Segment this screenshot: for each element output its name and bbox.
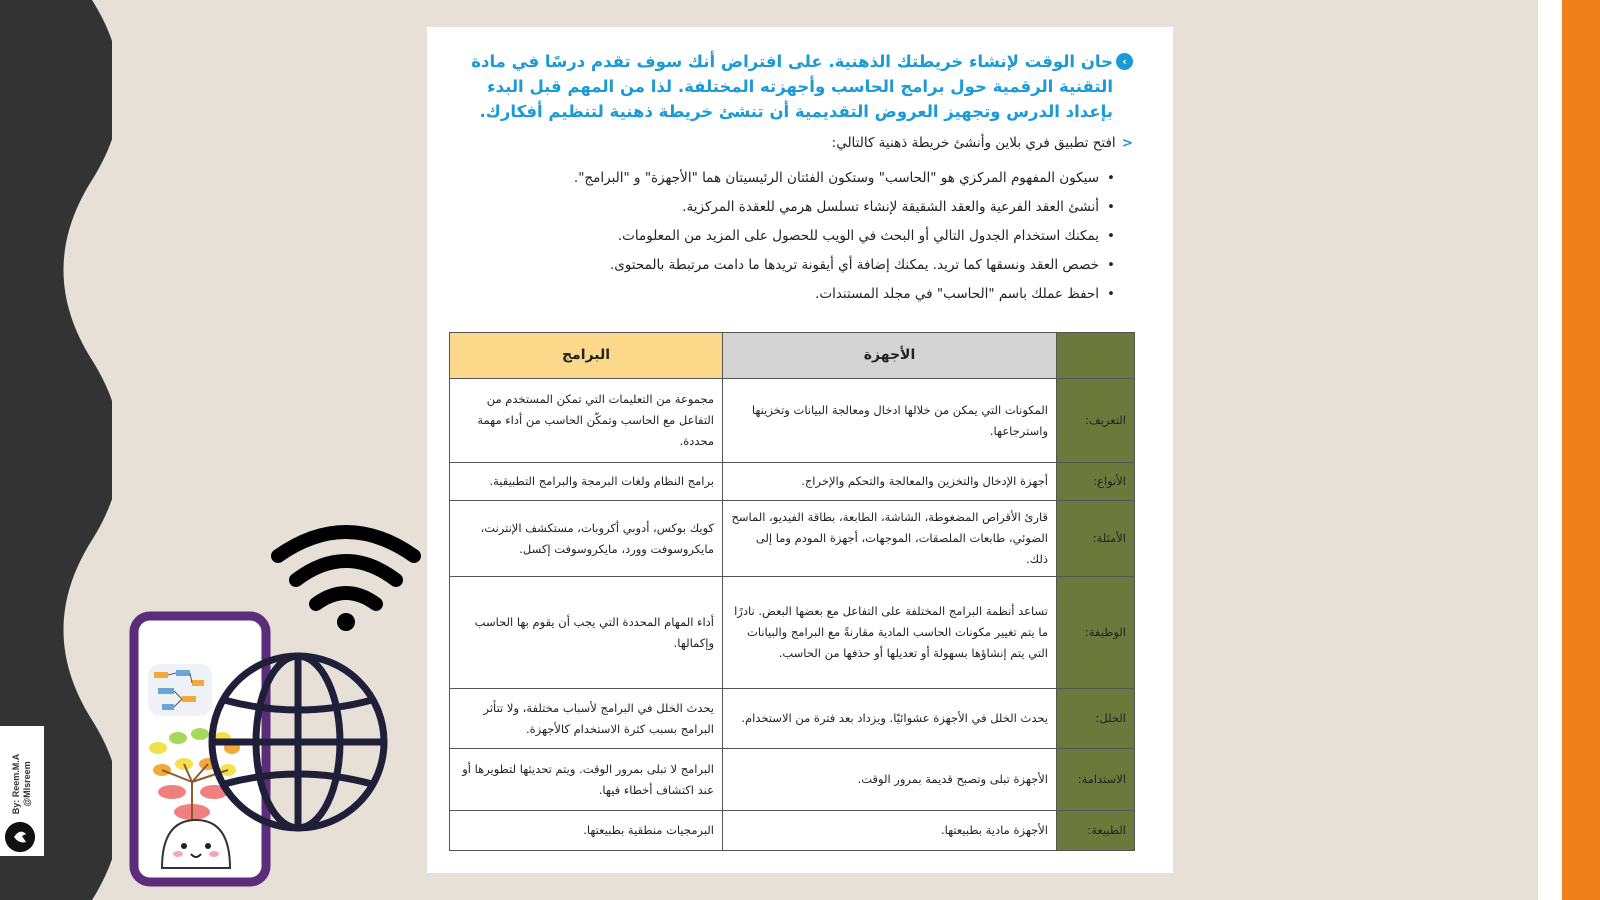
- step-text: افتح تطبيق فري بلاين وأنشئ خريطة ذهنية كالتالي:: [831, 135, 1116, 151]
- list-item: • سيكون المفهوم المركزي هو "الحاسب" وستكون الفئتان الرئيسيتان هما "الأجهزة" و "البرامج".: [574, 164, 1115, 193]
- table-corner-cell: [1057, 333, 1135, 379]
- hardware-cell: تساعد أنظمة البرامج المختلفة على التفاعل مع بعضها البعض. نادرًا ما يتم تغيير مكونات الحاسب المادية مقارنةً مع البرامج والبيانات التي يتم إنشاؤها بسهولة أو تعديلها أو حذفها من الحاسب.: [723, 577, 1057, 689]
- row-label: الوظيفة:: [1057, 577, 1135, 689]
- wifi-icon: [278, 532, 414, 604]
- step-instruction: [832, 135, 1133, 151]
- row-label: الخلل:: [1057, 689, 1135, 749]
- chevron-icon: ›: [1116, 53, 1133, 70]
- software-cell: يحدث الخلل في البرامج لأسباب مختلفة، ولا تتأثر البرامج بسبب كثرة الاستخدام كالأجهزة.: [450, 689, 723, 749]
- instruction-list: [574, 164, 1115, 309]
- table-row: [450, 749, 1135, 811]
- hardware-header: الأجهزة: [723, 333, 1057, 379]
- hardware-cell: يحدث الخلل في الأجهزة عشوائيًا. ويزداد بعد فترة من الاستخدام.: [723, 689, 1057, 749]
- mind-map-icon: [148, 664, 212, 716]
- software-cell: البرامج لا تبلى بمرور الوقت. ويتم تحديثها لتطويرها أو عند اكتشاف أخطاء فيها.: [450, 749, 723, 811]
- table-row: [450, 577, 1135, 689]
- hardware-cell: المكونات التي يمكن من خلالها ادخال ومعالجة البيانات وتخزينها واسترجاعها.: [723, 379, 1057, 463]
- row-label: الأمثلة:: [1057, 501, 1135, 577]
- table-row: [450, 689, 1135, 749]
- hardware-cell: أجهزة الإدخال والتخزين والمعالجة والتحكم والإخراج.: [723, 463, 1057, 501]
- table-row: [450, 501, 1135, 577]
- row-label: الأنواع:: [1057, 463, 1135, 501]
- row-label: الطبيعة:: [1057, 811, 1135, 851]
- table-header-row: [450, 333, 1135, 379]
- decorative-orange-strip: [1562, 0, 1600, 900]
- software-header: البرامج: [450, 333, 723, 379]
- row-label: الاستدامة:: [1057, 749, 1135, 811]
- software-cell: أداء المهام المحددة التي يجب أن يقوم بها الحاسب وإكمالها.: [450, 577, 723, 689]
- list-item: • أنشئ العقد الفرعية والعقد الشقيقة لإنشاء تسلسل هرمي للعقدة المركزية.: [574, 193, 1115, 222]
- table-row: [450, 463, 1135, 501]
- table-row: [450, 811, 1135, 851]
- hardware-cell: الأجهزة تبلى وتصبح قديمة بمرور الوقت.: [723, 749, 1057, 811]
- software-cell: كويك بوكس، أدوبي أكروبات، مستكشف الإنترنت، مايكروسوفت وورد، مايكروسوفت إكسل.: [450, 501, 723, 577]
- intro-paragraph: حان الوقت لإنشاء خريطتك الذهنية. على افتراض أنك سوف تقدم درسًا في مادة التقنية الرقمية حول برامج الحاسب وأجهزته المختلفة. لذا من المهم قبل البدء بإعداد الدرس وتجهيز العروض التقديمية أن تنشئ خريطة ذهنية لتنظيم أفكارك.: [471, 52, 1113, 121]
- software-cell: مجموعة من التعليمات التي تمكن المستخدم من التفاعل مع الحاسب وتمكّن الحاسب من أداء مهمة محددة.: [450, 379, 723, 463]
- decorative-white-strip: [1538, 0, 1562, 900]
- software-cell: البرمجيات منطقية بطبيعتها.: [450, 811, 723, 851]
- row-label: التعريف:: [1057, 379, 1135, 463]
- technology-illustration: [128, 520, 428, 890]
- list-item: • يمكنك استخدام الجدول التالي أو البحث في الويب للحصول على المزيد من المعلومات.: [574, 222, 1115, 251]
- software-cell: برامج النظام ولغات البرمجة والبرامج التطبيقية.: [450, 463, 723, 501]
- credit-text: [4, 744, 40, 824]
- credit-author: By: Reem.M.A: [11, 753, 21, 815]
- brand-logo-icon: [5, 822, 35, 852]
- document-page: [427, 27, 1173, 873]
- comparison-table: [449, 332, 1135, 851]
- wifi-dot: [337, 613, 355, 631]
- hardware-cell: الأجهزة مادية بطبيعتها.: [723, 811, 1057, 851]
- hardware-cell: قارئ الأقراص المضغوطة، الشاشة، الطابعة، بطاقة الفيديو، الماسح الضوئي، طابعات الملصقات، الموجهات، أجهزة المودم وما إلى ذلك.: [723, 501, 1057, 577]
- list-item: • احفظ عملك باسم "الحاسب" في مجلد المستندات.: [574, 280, 1115, 309]
- credit-handle: @Mlsreem: [22, 761, 32, 807]
- table-row: [450, 379, 1135, 463]
- globe-icon: [212, 656, 384, 828]
- step-marker: <: [1121, 135, 1133, 151]
- list-item: • خصص العقد ونسقها كما تريد. يمكنك إضافة أي أيقونة تريدها ما دامت مرتبطة بالمحتوى.: [574, 251, 1115, 280]
